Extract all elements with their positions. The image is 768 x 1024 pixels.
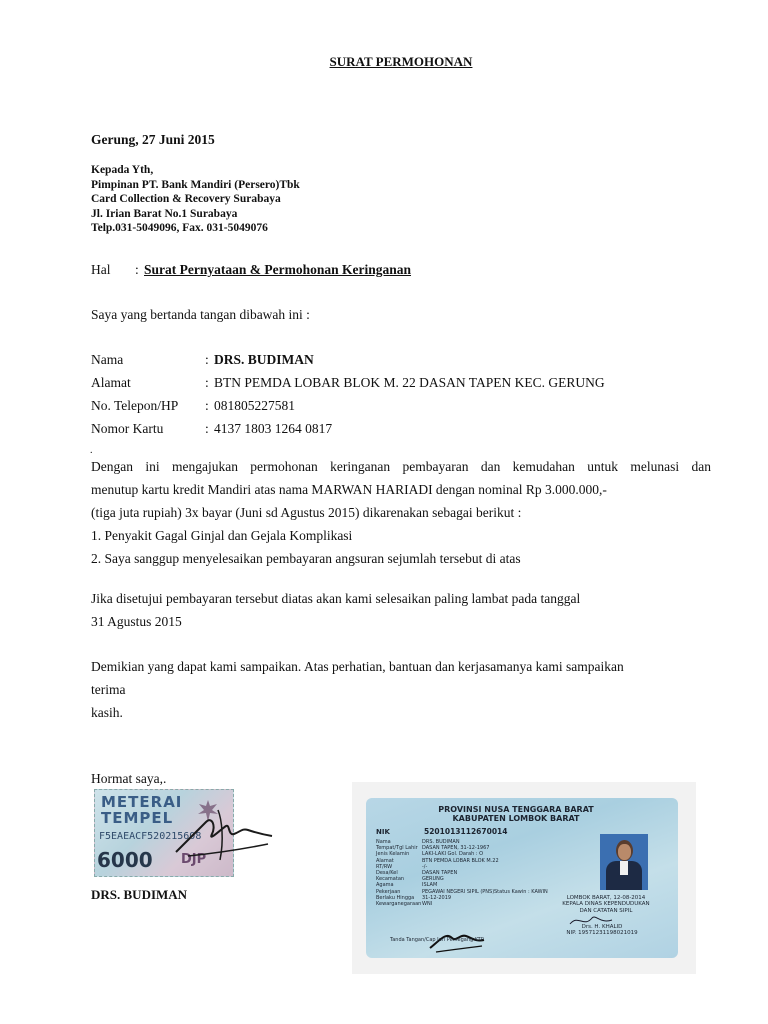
id-row-key: Desa/Kel — [376, 869, 398, 876]
intro-text: Saya yang bertanda tangan dibawah ini : — [91, 307, 310, 322]
stamp-value: 6000 — [97, 848, 153, 872]
id-card-issue-date: LOMBOK BARAT, 12-08-2014 — [566, 895, 646, 901]
field-label-phone: No. Telepon/HP — [91, 398, 179, 413]
id-card-official-name: Drs. H. KHALID — [581, 924, 623, 930]
stamp-serial: F5EAEACF520215608 — [99, 831, 202, 842]
id-row-value: WNI — [422, 900, 433, 907]
id-card-header — [366, 805, 666, 823]
field-value-card-number: 4137 1803 1264 0817 — [214, 421, 333, 436]
body-paragraph — [91, 455, 711, 570]
id-card-portrait — [600, 834, 648, 890]
field-label-card-number: Nomor Kartu — [91, 421, 164, 436]
id-card-official — [562, 924, 642, 937]
recipient-line: Kepada Yth, — [91, 164, 154, 176]
field-colon: : — [205, 421, 209, 436]
id-row-value: DRS. BUDIMAN — [422, 839, 460, 845]
stamp-suffix: DJP — [181, 852, 207, 867]
id-row-value: PEGAWAI NEGERI SIPIL (PNS) — [422, 888, 495, 895]
id-row-key: Kewarganegaraan — [376, 900, 422, 907]
id-card-issuer-line: KEPALA DINAS KEPENDUDUKAN — [562, 901, 650, 908]
id-row-key: Kecamatan — [376, 876, 405, 883]
id-row-key: Agama — [376, 882, 394, 889]
recipient-line: Jl. Irian Barat No.1 Surabaya — [91, 207, 238, 220]
id-card-marital-status: Status Kawin : KAWIN — [494, 889, 548, 895]
portrait-shirt — [620, 861, 628, 875]
id-card-issuer-line: DAN CATATAN SIPIL — [579, 907, 633, 914]
id-row-value: BTN PEMDA LOBAR BLOK M.22 — [422, 857, 499, 864]
field-colon: : — [205, 352, 209, 367]
field-value-address: BTN PEMDA LOBAR BLOK M. 22 DASAN TAPEN KEC. GERUNG — [214, 375, 605, 390]
closing-line: terima — [91, 682, 126, 697]
id-card — [366, 798, 678, 958]
field-value-phone: 081805227581 — [214, 398, 295, 413]
subject-label: Hal — [91, 262, 111, 277]
id-row-value: GERUNG — [422, 876, 444, 883]
field-colon: : — [205, 375, 209, 390]
body-line: Dengan ini mengajukan permohonan keringanan pembayaran dan kemudahan untuk melunasi dan — [91, 459, 711, 474]
id-row-value: 31-12-2019 — [422, 894, 452, 901]
reason-item-2: 2. Saya sanggup menyelesaikan pembayaran angsuran sejumlah tersebut di atas — [91, 551, 521, 566]
id-row-key: RT/RW — [376, 863, 393, 870]
field-value-name: DRS. BUDIMAN — [214, 352, 314, 367]
id-row-value: DASAN TAPEN, 31-12-1967 — [422, 845, 490, 852]
id-card-nik: 5201013112670014 — [424, 827, 508, 836]
id-card-holder-label: Tanda Tangan/Cap Jari Pemegang KTP — [390, 937, 484, 943]
id-row-key: Alamat — [376, 857, 394, 864]
approval-line: Jika disetujui pembayaran tersebut diatas akan kami selesaikan paling lambat pada tanggal — [91, 591, 581, 606]
signature-icon — [168, 800, 278, 870]
approval-paragraph — [91, 587, 711, 633]
body-line: menutup kartu kredit Mandiri atas nama MARWAN HARIADI dengan nominal Rp 3.000.000,- — [91, 482, 607, 497]
id-row-value: -/- — [422, 863, 428, 870]
recipient-block — [91, 163, 300, 236]
id-row-key: Berlaku Hingga — [376, 894, 415, 901]
recipient-line: Pimpinan PT. Bank Mandiri (Persero)Tbk — [91, 178, 300, 191]
letter-title: SURAT PERMOHONAN — [329, 54, 473, 69]
id-card-official-nip: NIP. 19571231198021019 — [566, 930, 638, 937]
body-line: (tiga juta rupiah) 3x bayar (Juni sd Agustus 2015) dikarenakan sebagai berikut : — [91, 505, 522, 520]
recipient-line: Card Collection & Recovery Surabaya — [91, 193, 281, 205]
id-card-province: PROVINSI NUSA TENGGARA BARAT — [438, 805, 594, 814]
id-row-key: Tempat/Tgl Lahir — [376, 845, 418, 852]
stray-mark: . — [90, 445, 93, 456]
id-row-value: ISLAM — [422, 882, 438, 889]
id-card-nik-label: NIK — [376, 828, 390, 836]
approval-line: 31 Agustus 2015 — [91, 614, 182, 629]
id-row-value: LAKI-LAKI Gol. Darah : O — [422, 851, 484, 858]
subject-value: Surat Pernyataan & Permohonan Keringanan — [144, 262, 412, 277]
subject-colon: : — [135, 262, 139, 277]
field-label-address: Alamat — [91, 375, 131, 390]
id-card-regency: KABUPATEN LOMBOK BARAT — [452, 814, 580, 823]
closing-line: kasih. — [91, 705, 123, 720]
letter-date: Gerung, 27 Juni 2015 — [91, 132, 215, 147]
id-row-key: Pekerjaan — [376, 888, 401, 895]
closing-paragraph — [91, 655, 711, 724]
portrait-face — [618, 844, 631, 860]
id-row-key: Jenis Kelamin — [376, 851, 410, 858]
recipient-line: Telp.031-5049096, Fax. 031-5049076 — [91, 222, 268, 234]
id-card-photo — [352, 782, 696, 974]
id-row-value: DASAN TAPEN — [422, 869, 458, 876]
stamp-line2: TEMPEL — [101, 809, 174, 827]
closing-line: Demikian yang dapat kami sampaikan. Atas perhatian, bantuan dan kerjasamanya kami sampaikan — [91, 659, 624, 674]
id-row-key: Nama — [376, 839, 391, 845]
field-label-name: Nama — [91, 352, 124, 367]
stamp-line1: METERAI — [101, 793, 183, 811]
regards-text: Hormat saya,. — [91, 771, 167, 786]
reason-item-1: 1. Penyakit Gagal Ginjal dan Gejala Komplikasi — [91, 528, 353, 543]
signer-name: DRS. BUDIMAN — [91, 887, 188, 902]
field-colon: : — [205, 398, 209, 413]
